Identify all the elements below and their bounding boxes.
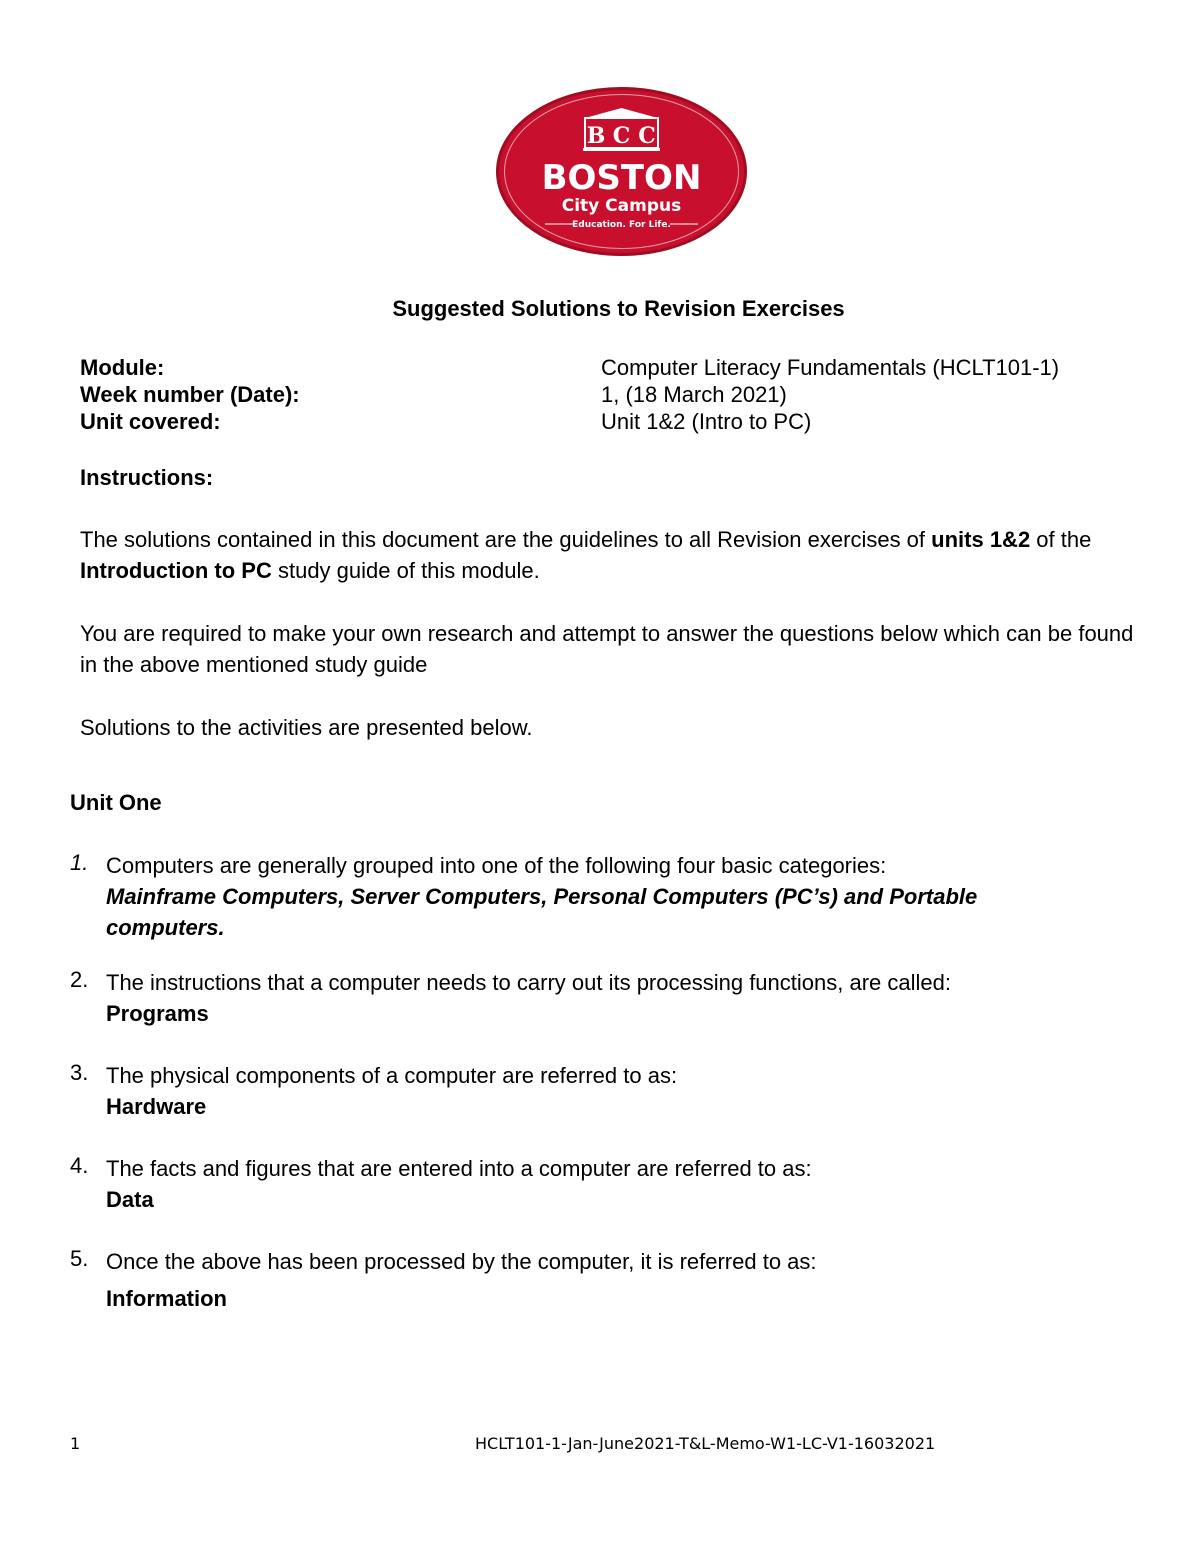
unit-label: Unit covered: bbox=[80, 409, 221, 434]
instructions-label: Instructions: bbox=[80, 465, 214, 490]
question-number: 3. bbox=[70, 1060, 89, 1085]
answer-text: Hardware bbox=[106, 1094, 207, 1119]
page-number: 1 bbox=[70, 1434, 81, 1453]
instructions-paragraph: The solutions contained in this document are the guidelines to all Revision exercises of units 1&2 of the Introduction to PC study guide of this module. bbox=[80, 527, 1092, 583]
question-number: 4. bbox=[70, 1153, 89, 1178]
unit-value: Unit 1&2 (Intro to PC) bbox=[601, 409, 812, 434]
logo-tagline: Education. For Life. bbox=[572, 220, 671, 230]
question-text: Computers are generally grouped into one of the following four basic categories: bbox=[106, 853, 887, 878]
monogram-letter: B bbox=[586, 123, 606, 149]
question-text: The physical components of a computer are referred to as: bbox=[106, 1063, 678, 1088]
question-text: The instructions that a computer needs to carry out its processing functions, are called: bbox=[106, 970, 951, 995]
question-number: 1. bbox=[70, 850, 89, 875]
answer-text: Data bbox=[106, 1187, 154, 1212]
solutions-paragraph: Solutions to the activities are presented below. bbox=[80, 715, 533, 740]
answer-text: Mainframe Computers, Server Computers, Personal Computers (PC’s) and Portable computers. bbox=[106, 884, 978, 940]
question-number: 5. bbox=[70, 1246, 89, 1271]
question-text: Once the above has been processed by the computer, it is referred to as: bbox=[106, 1249, 817, 1274]
logo-sub: City Campus bbox=[561, 196, 682, 216]
research-paragraph: You are required to make your own research and attempt to answer the questions below which can be found in the above mentioned study guide bbox=[80, 621, 1134, 677]
week-value: 1, (18 March 2021) bbox=[601, 382, 787, 407]
answer-text: Programs bbox=[106, 1001, 209, 1026]
document-code: HCLT101-1-Jan-June2021-T&L-Memo-W1-LC-V1-16032021 bbox=[475, 1434, 936, 1453]
module-value: Computer Literacy Fundamentals (HCLT101-1) bbox=[601, 355, 1060, 380]
question-number: 2. bbox=[70, 967, 89, 992]
monogram-letter: C bbox=[638, 123, 656, 149]
document-title: Suggested Solutions to Revision Exercises bbox=[392, 296, 845, 321]
answer-text: Information bbox=[106, 1286, 227, 1311]
module-label: Module: bbox=[80, 355, 165, 380]
logo-name: BOSTON bbox=[541, 158, 702, 198]
week-label: Week number (Date): bbox=[80, 382, 300, 407]
question-text: The facts and figures that are entered into a computer are referred to as: bbox=[106, 1156, 812, 1181]
boston-city-campus-logo bbox=[495, 86, 748, 257]
monogram-letter: C bbox=[612, 123, 631, 149]
section-heading: Unit One bbox=[70, 790, 162, 815]
